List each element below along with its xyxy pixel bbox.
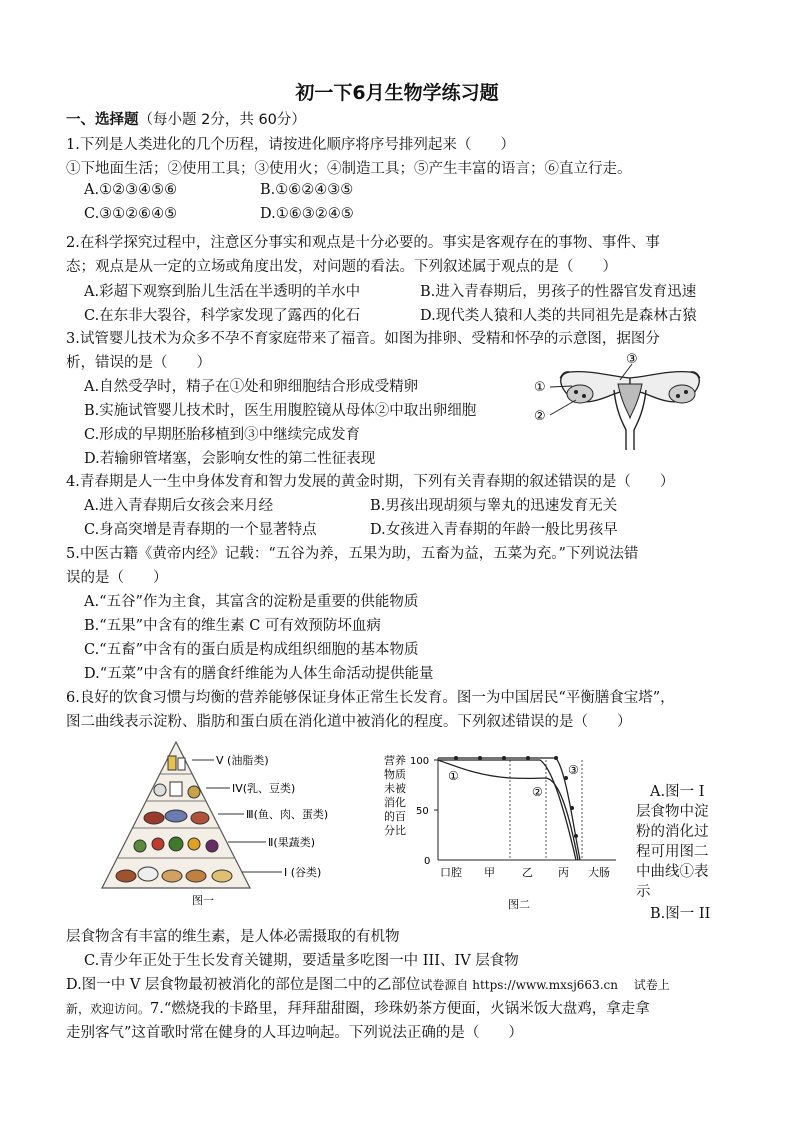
- pyramid-level-1: I (谷类): [284, 866, 322, 879]
- q5-option-b[interactable]: B.“五果”中含有的维生素 C 可有效预防坏血病: [84, 618, 381, 634]
- q1-option-c[interactable]: C.③①②⑥④⑤: [84, 206, 178, 222]
- q2-line2: 态；观点是从一定的立场或角度出发，对问题的看法。下列叙述属于观点的是（ ）: [66, 259, 617, 275]
- q3-line2: 析，错误的是（ ）: [66, 355, 211, 371]
- pyramid-level-2: Ⅱ(果蔬类): [268, 836, 315, 849]
- curve-3: [438, 758, 580, 860]
- q6-option-a-line4: 程可用图二: [636, 844, 709, 860]
- q4-option-b[interactable]: B.男孩出现胡须与睾丸的迅速发育无关: [370, 498, 618, 514]
- ylabel-5: 的百: [384, 810, 406, 823]
- q5-option-c[interactable]: C.“五畜”中含有的蛋白质是构成组织细胞的基本物质: [84, 642, 419, 658]
- q6-option-a-line5: 中曲线①表: [636, 864, 709, 880]
- q6-option-b-cont: 层食物含有丰富的维生素，是人体必需摄取的有机物: [66, 929, 400, 945]
- reproductive-system-diagram: [530, 350, 730, 454]
- q6-option-b-start[interactable]: B.图一 II: [650, 906, 711, 922]
- q2-option-a[interactable]: A.彩超下观察到胎儿生活在半透明的羊水中: [84, 284, 361, 300]
- label-2: ②: [534, 409, 546, 424]
- q2-option-c[interactable]: C.在东非大裂谷，科学家发现了露西的化石: [84, 308, 361, 324]
- digestion-curve-figure: [380, 748, 625, 913]
- q6-option-a-line6: 示: [636, 884, 651, 900]
- q4-stem: 4.青春期是人一生中身体发育和智力发展的黄金时期，下列有关青春期的叙述错误的是（ ）: [66, 474, 675, 490]
- q1-option-d[interactable]: D.①⑥③②④⑤: [260, 206, 354, 222]
- ytick-50: 50: [416, 806, 429, 817]
- section-note: （每小题 2分，共 60分）: [138, 112, 306, 128]
- curve-1: [438, 760, 578, 860]
- ytick-0: 0: [424, 856, 431, 867]
- q5-option-d[interactable]: D.“五菜”中含有的膳食纤维能为人体生命活动提供能量: [84, 666, 434, 682]
- q3-line1: 3.试管婴儿技术为众多不孕不育家庭带来了福音。如图为排卵、受精和怀孕的示意图，据图分: [66, 331, 660, 347]
- xtick-jia: 甲: [484, 866, 495, 879]
- label-2-leader: [550, 400, 576, 415]
- q1-list: ①下地面生活；②使用工具；③使用火；④制造工具；⑤产生丰富的语言；⑥直立行走。: [66, 161, 632, 177]
- xtick-mouth: 口腔: [440, 866, 462, 879]
- xtick-large-intestine: 大肠: [588, 866, 610, 879]
- ytick-100: 100: [410, 756, 430, 767]
- q4-option-a[interactable]: A.进入青春期后女孩会来月经: [84, 498, 274, 514]
- q7-line1-row: [66, 997, 650, 1018]
- q3-option-a[interactable]: A.自然受孕时，精子在①处和卵细胞结合形成受精卵: [84, 379, 419, 395]
- watermark-text: 试卷源自 https://www.mxsj663.cn 试卷上: [420, 978, 670, 992]
- figure-1-caption: 图一: [192, 894, 214, 907]
- xtick-yi: 乙: [522, 866, 533, 879]
- q1-option-a[interactable]: A.①②③④⑤⑥: [84, 182, 178, 198]
- q5-line1: 5.中医古籍《黄帝内经》记载：“五谷为养，五果为助，五畜为益，五菜为充。”下列说法错: [66, 546, 639, 562]
- curve-label-3: ③: [568, 763, 579, 777]
- q2-line1: 2.在科学探究过程中，注意区分事实和观点是十分必要的。事实是客观存在的事物、事件、事: [66, 235, 660, 251]
- q6-line2: 图二曲线表示淀粉、脂肪和蛋白质在消化道中被消化的程度。下列叙述错误的是（ ）: [66, 714, 632, 730]
- q6-option-a-line3: 粉的消化过: [636, 824, 709, 840]
- q5-option-a[interactable]: A.“五谷”作为主食，其富含的淀粉是重要的供能物质: [84, 594, 419, 610]
- q6-option-c[interactable]: C.青少年正处于生长发育关键期，要适量多吃图一中 III、IV 层食物: [84, 953, 519, 969]
- q5-line2: 误的是（ ）: [66, 570, 168, 586]
- q4-option-d[interactable]: D.女孩进入青春期的年龄一般比男孩早: [370, 522, 618, 538]
- xtick-bing: 丙: [558, 866, 569, 879]
- ylabel-2: 物质: [384, 768, 406, 781]
- q1-option-b[interactable]: B.①⑥②④③⑤: [260, 182, 354, 198]
- q2-option-d[interactable]: D.现代类人猿和人类的共同祖先是森林古猿: [420, 308, 697, 324]
- q3-option-b[interactable]: B.实施试管婴儿技术时，医生用腹腔镜从母体②中取出卵细胞: [84, 403, 477, 419]
- ylabel-6: 分比: [384, 824, 406, 837]
- pyramid-level-4: IV(乳、豆类): [232, 782, 296, 795]
- ylabel-3: 未被: [384, 782, 406, 795]
- q7-line2: 走别客气”这首歌时常在健身的人耳边响起。下列说法正确的是（ ）: [66, 1025, 523, 1041]
- watermark-text-2: 新，欢迎访问。: [66, 1002, 151, 1016]
- label-3: ③: [626, 352, 638, 367]
- ylabel-1: 营养: [384, 754, 406, 767]
- q6-option-d[interactable]: D.图一中 V 层食物最初被消化的部位是图二中的乙部位: [66, 977, 421, 993]
- page-title: 初一下6月生物学练习题: [295, 82, 499, 104]
- q3-option-d[interactable]: D.若输卵管堵塞，会影响女性的第二性征表现: [84, 451, 376, 467]
- curve-label-2: ②: [532, 785, 543, 799]
- q4-option-c[interactable]: C.身高突增是青春期的一个显著特点: [84, 522, 317, 538]
- q6-line1: 6.良好的饮食习惯与均衡的营养能够保证身体正常生长发育。图一为中国居民“平衡膳食宝塔”，: [66, 690, 675, 706]
- food-pyramid-figure: [96, 738, 366, 908]
- label-1: ①: [534, 380, 546, 395]
- q6-option-d-line: [66, 973, 670, 994]
- q6-option-a-line2: 层食物中淀: [636, 804, 709, 820]
- figure-2-caption: 图二: [508, 898, 530, 911]
- q3-option-c[interactable]: C.形成的早期胚胎移植到③中继续完成发育: [84, 427, 361, 443]
- curve-label-1: ①: [448, 769, 459, 783]
- section-head: 一、选择题: [66, 112, 139, 128]
- section-header: [66, 108, 306, 129]
- q2-option-b[interactable]: B.进入青春期后，男孩子的性器官发育迅速: [420, 284, 697, 300]
- pyramid-level-5: V (油脂类): [216, 754, 269, 767]
- ylabel-4: 消化: [384, 796, 406, 809]
- pyramid-level-3: Ⅲ(鱼、肉、蛋类): [246, 808, 329, 821]
- q6-option-a-line1[interactable]: A.图一 I: [650, 784, 705, 800]
- q1-stem: 1.下列是人类进化的几个历程，请按进化顺序将序号排列起来（ ）: [66, 137, 515, 153]
- q7-line1: 7.“燃烧我的卡路里，拜拜甜甜圈，珍珠奶茶方便面，火锅米饭大盘鸡，拿走拿: [150, 1001, 650, 1017]
